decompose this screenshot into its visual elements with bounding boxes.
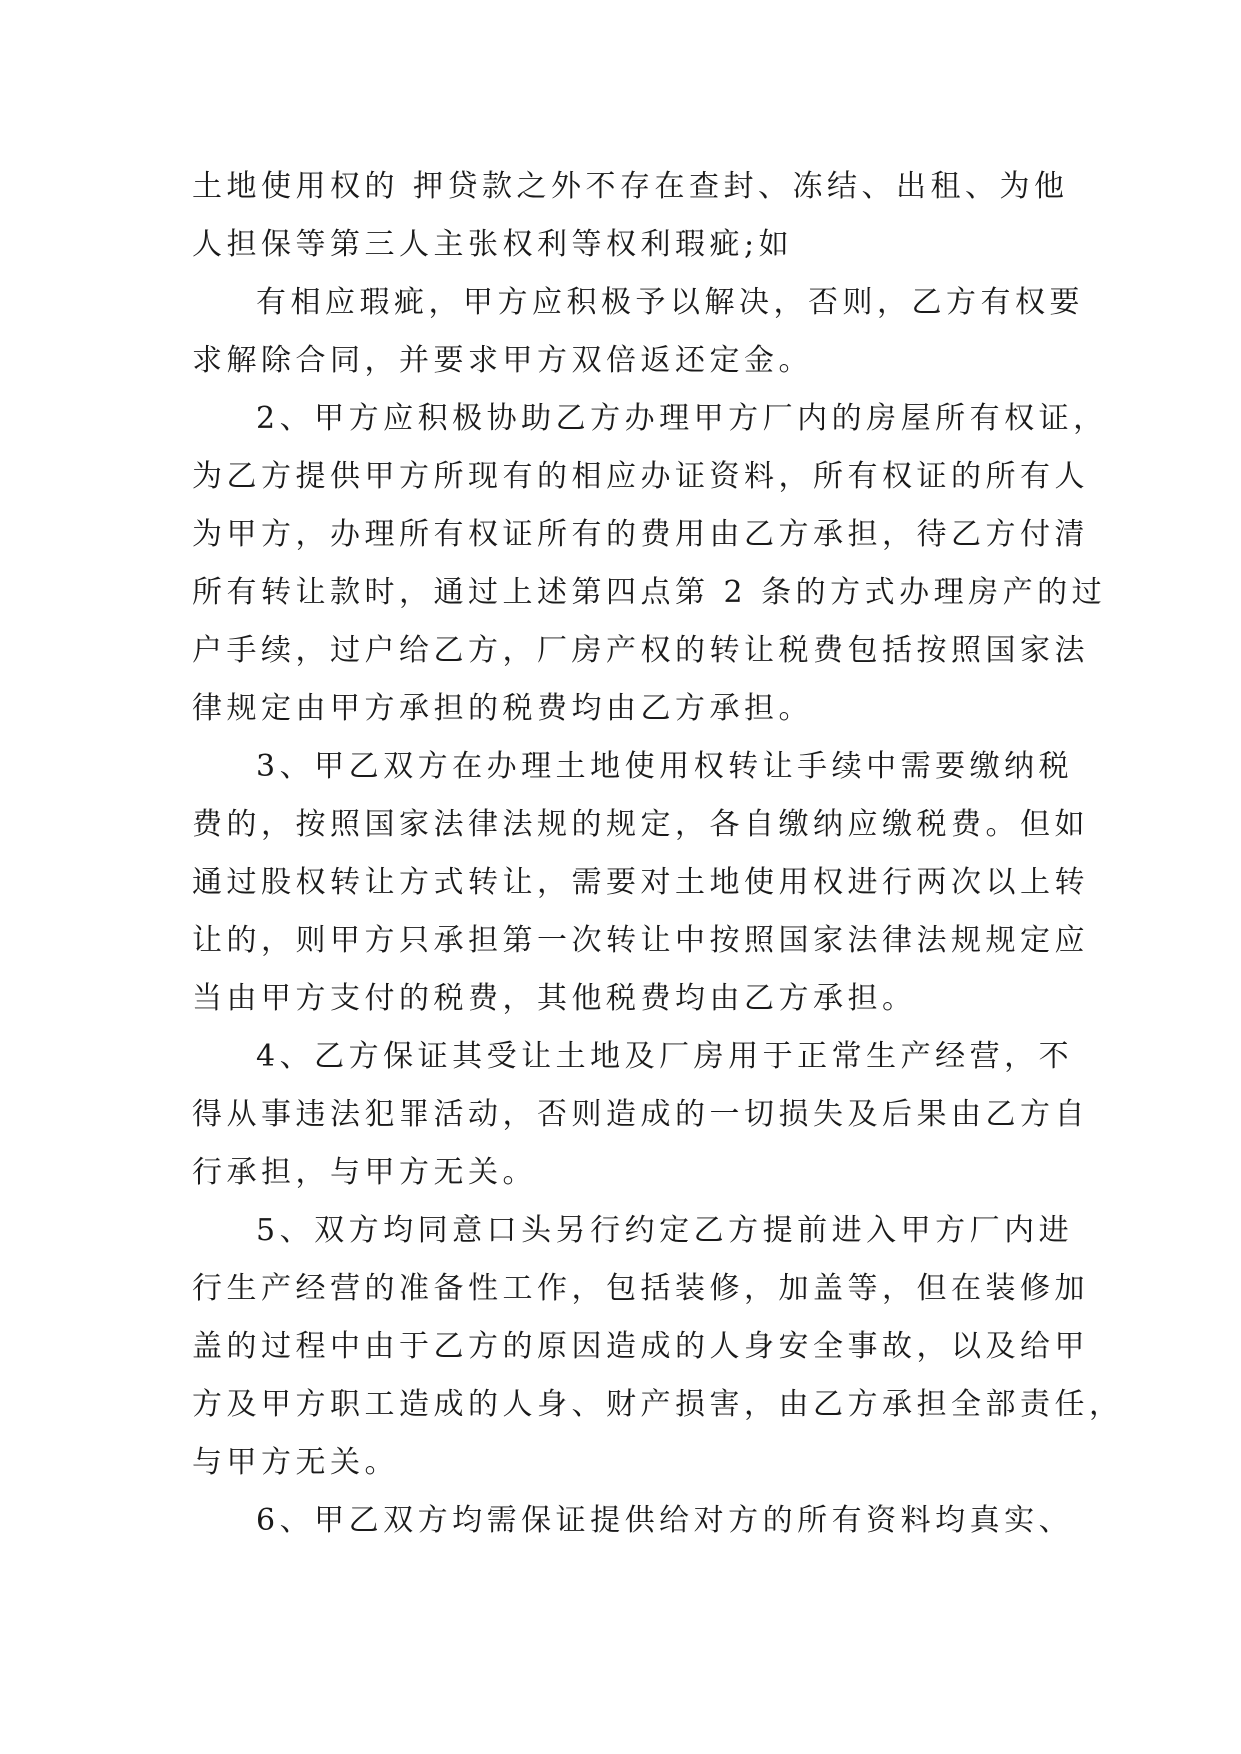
clause-3-line-3: 通过股权转让方式转让，需要对土地使用权进行两次以上转 [192, 865, 1089, 900]
text-line-1: 土地使用权的 押贷款之外不存在查封、冻结、出租、为他 [192, 169, 1069, 204]
clause-4-line-1: 4、乙方保证其受让土地及厂房用于正常生产经营，不 [256, 1039, 1074, 1074]
clause-5-line-5: 与甲方无关。 [192, 1445, 399, 1480]
clause-2-line-4: 所有转让款时，通过上述第四点第 2 条的方式办理房产的过 [192, 575, 1107, 610]
clause-2-line-6: 律规定由甲方承担的税费均由乙方承担。 [192, 691, 813, 726]
clause-2-line-5: 户手续，过户给乙方，厂房产权的转让税费包括按照国家法 [192, 633, 1089, 668]
text-line-3: 有相应瑕疵，甲方应积极予以解决，否则，乙方有权要 [256, 285, 1084, 320]
clause-3-line-5: 当由甲方支付的税费，其他税费均由乙方承担。 [192, 981, 917, 1016]
clause-2-line-2: 为乙方提供甲方所现有的相应办证资料，所有权证的所有人 [192, 459, 1089, 494]
clause-6-line-1: 6、甲乙双方均需保证提供给对方的所有资料均真实、 [256, 1503, 1074, 1538]
document-body [192, 158, 1124, 1550]
clause-3-line-4: 让的，则甲方只承担第一次转让中按照国家法律法规规定应 [192, 923, 1089, 958]
clause-4-line-2: 得从事违法犯罪活动，否则造成的一切损失及后果由乙方自 [192, 1097, 1089, 1132]
text-line-2: 人担保等第三人主张权利等权利瑕疵;如 [192, 227, 794, 262]
clause-3-line-2: 费的，按照国家法律法规的规定，各自缴纳应缴税费。但如 [192, 807, 1089, 842]
clause-5-line-3: 盖的过程中由于乙方的原因造成的人身安全事故，以及给甲 [192, 1329, 1089, 1364]
clause-2-line-1: 2、甲方应积极协助乙方办理甲方厂内的房屋所有权证， [256, 401, 1108, 436]
clause-5-line-4: 方及甲方职工造成的人身、财产损害，由乙方承担全部责任， [192, 1387, 1124, 1422]
clause-5-line-1: 5、双方均同意口头另行约定乙方提前进入甲方厂内进 [256, 1213, 1074, 1248]
clause-4-line-3: 行承担，与甲方无关。 [192, 1155, 537, 1190]
text-line-4: 求解除合同，并要求甲方双倍返还定金。 [192, 343, 813, 378]
clause-3-line-1: 3、甲乙双方在办理土地使用权转让手续中需要缴纳税 [256, 749, 1074, 784]
clause-2-line-3: 为甲方，办理所有权证所有的费用由乙方承担，待乙方付清 [192, 517, 1089, 552]
clause-5-line-2: 行生产经营的准备性工作，包括装修，加盖等，但在装修加 [192, 1271, 1089, 1306]
